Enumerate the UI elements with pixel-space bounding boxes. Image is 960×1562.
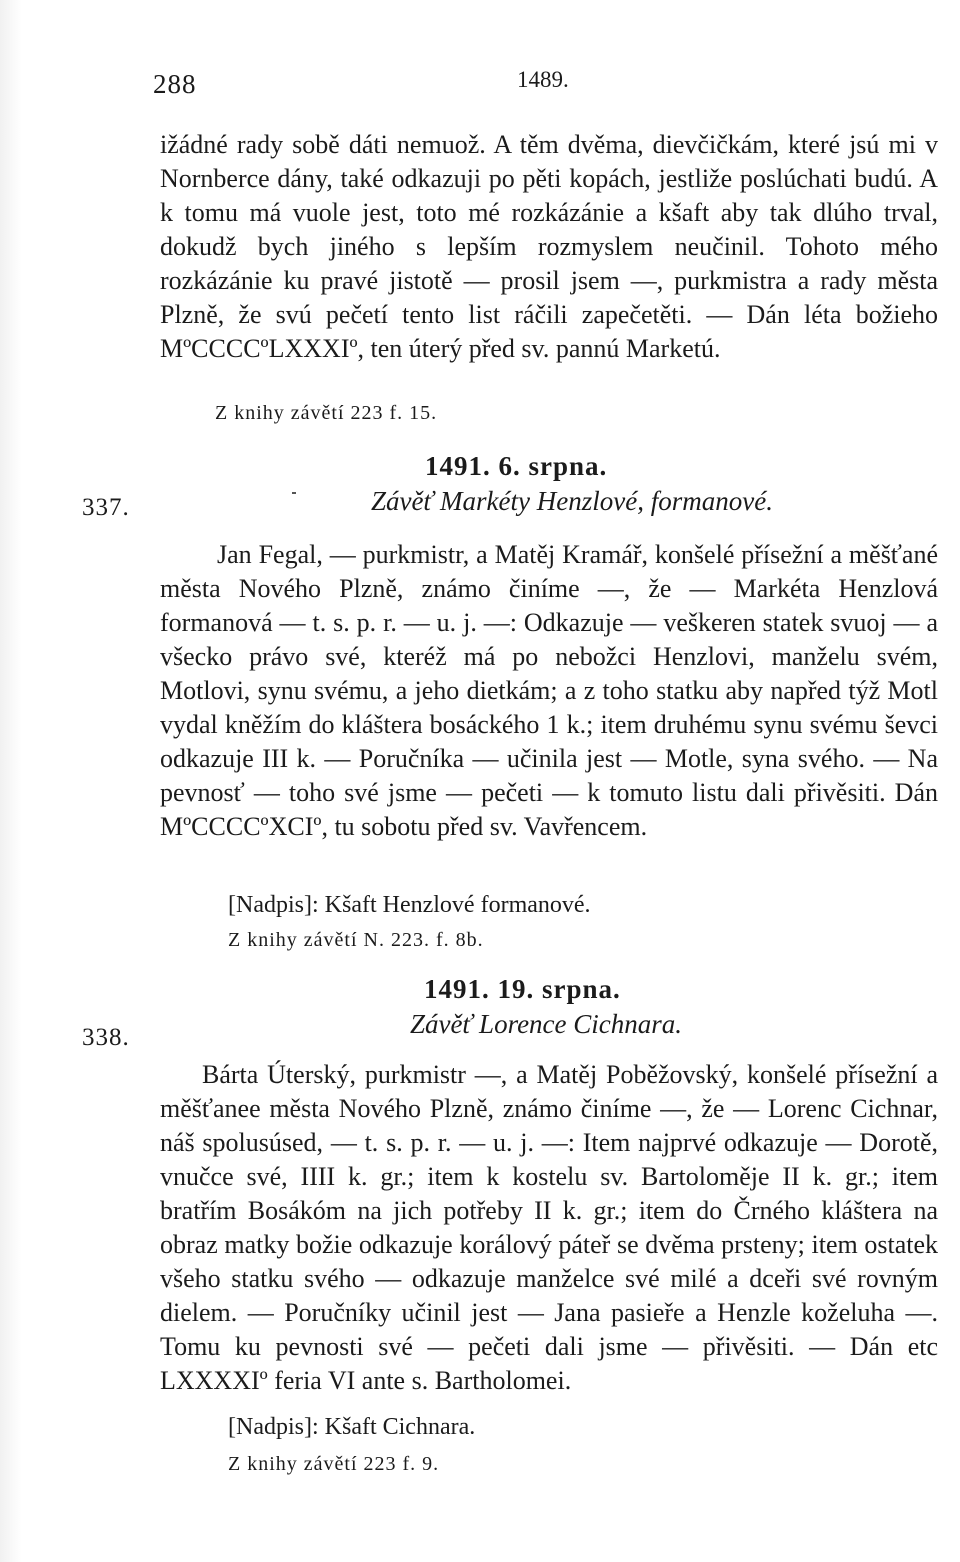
source-reference: Z knihy závětí 223 f. 15. (215, 402, 438, 424)
entry-338-number: 338. (82, 1024, 130, 1051)
entry-338-date: 1491. 19. srpna. (424, 974, 621, 1004)
entry-338-inscription: [Nadpis]: Kšaft Cichnara. (228, 1414, 476, 1440)
stray-mark (292, 492, 296, 494)
entry-337-text (160, 538, 938, 844)
paragraph: ižádné rady sobě dáti nemuož. A těm dvěma, dievčičkám, které jsú mi v Nornberce dány, také odkazuji po pěti kopách, jestliže poslúchati budú. A k tomu má vuole jest, toto mé rozkázánie a kšaft aby tak dlúho trval, dokudž bych jiného s lepším rozmyslem neučinil. Tohoto mého rozkázánie ku pravé jistotě — prosil jsem —, purkmistra a rady města Plzně, že svú pečetí tento list ráčili zapečetěti. — Dán léta božieho MºCCCCºLXXXIº, ten úterý před sv. pannú Marketú. (160, 130, 938, 363)
running-header-year: 1489. (517, 67, 569, 92)
entry-338-text (160, 1058, 938, 1398)
entry-336-tail-text (160, 128, 938, 366)
paragraph: Jan Fegal, — purkmistr, a Matěj Kramář, konšelé přísežní a měšťané města Nového Plzně, známo činíme —, že — Markéta Henzlová formanová — t. s. p. r. — u. j. —: Odkazuje — veškeren statek svuoj — a všecko právo své, kteréž má po nebožci Henzlovi, manželu svém, Motlovi, synu svému, a jeho dietkám; a z toho statku aby napřed týž Motl vydal kněžím do kláštera bosáckého 1 k.; item druhému synu svému ševci odkazuje III k. — Poručníka — učinila jest — Motle, syna svého. — Na pevnosť — toho své jsme — pečeti — k tomuto listu dali přivěsiti. Dán MºCCCCºXCIº, tu sobotu před sv. Vavřencem. (160, 540, 938, 841)
entry-337-title: Závěť Markéty Henzlové, formanové. (371, 486, 773, 516)
page-edge-shadow (0, 0, 22, 1562)
entry-337-date: 1491. 6. srpna. (425, 451, 608, 481)
entry-337-inscription: [Nadpis]: Kšaft Henzlové formanové. (228, 892, 591, 918)
entry-338-title: Závěť Lorence Cichnara. (410, 1009, 683, 1039)
paragraph: Bárta Úterský, purkmistr —, a Matěj Poběžovský, konšelé přísežní a měšťanee města Nového Plzně, známo činíme —, že — Lorenc Cichnar, náš spolusúsed, — t. s. p. r. — u. j. —: Item najprvé odkazuje — Dorotě, vnučce své, IIII k. gr.; item k kostelu sv. Bartoloměje II k. gr.; item bratřím Bosákóm na jich potřeby II k. gr.; item do Črného kláštera na obraz matky božie odkazuje korálový páteř se dvěma prsteny; item ostatek všeho statku svého — odkazuje manželce své milé a dceři své rovným dielem. — Poručníky učinil jest — Jana pasieře a Henzle koželuha —. Tomu ku pevnosti své — pečeti dali jsme — přivěsiti. — Dán etc LXXXXIº feria VI ante s. Bartholomei. (160, 1060, 938, 1395)
entry-338-source: Z knihy závětí 223 f. 9. (228, 1453, 440, 1475)
entry-337-number: 337. (82, 494, 130, 521)
entry-337-source: Z knihy závětí N. 223. f. 8b. (228, 929, 484, 951)
page-number: 288 (153, 69, 197, 99)
